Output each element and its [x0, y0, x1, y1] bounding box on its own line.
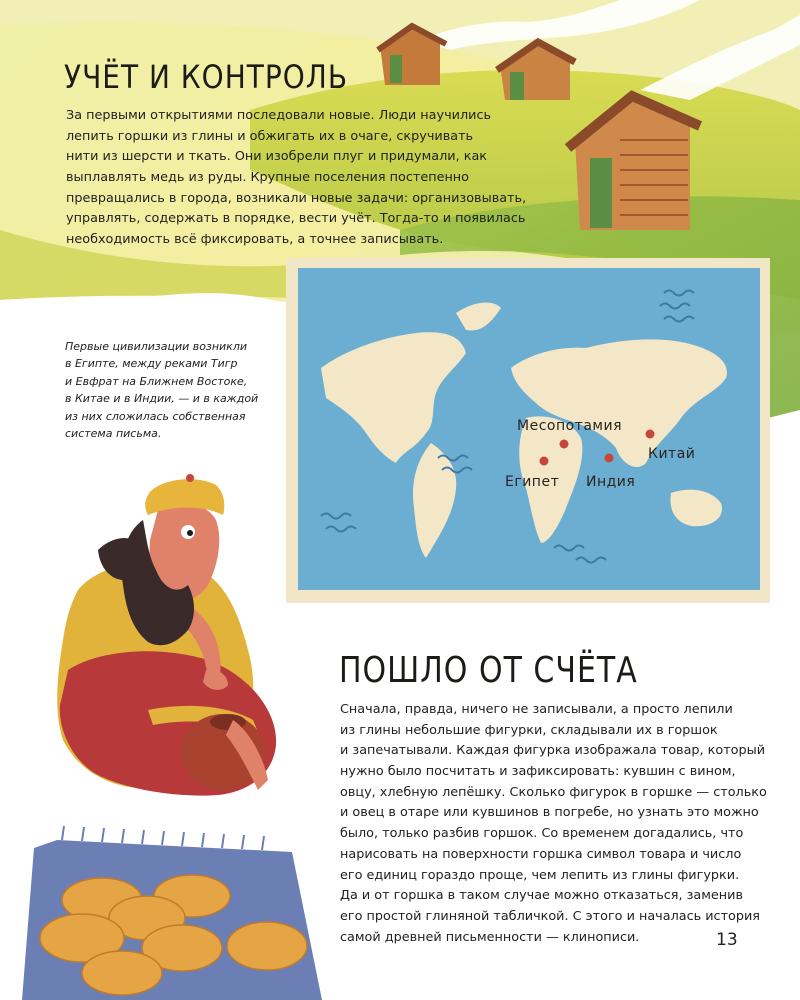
map-label-india: Индия	[586, 474, 636, 490]
text-line: необходимость всё фиксировать, а точнее записывать.	[66, 232, 444, 248]
map-label-mesopotamia: Месопотамия	[517, 418, 622, 434]
caption-line: Первые цивилизации возникли	[65, 340, 247, 353]
paragraph-counting	[340, 700, 767, 948]
text-line: нити из шерсти и ткать. Они изобрели плуг и придумали, как	[66, 149, 488, 165]
map-label-egypt: Египет	[505, 474, 560, 490]
text-line: Сначала, правда, ничего не записывали, а просто лепили	[340, 702, 733, 717]
text-line: лепить горшки из глины и обжигать их в очаге, скручивать	[66, 128, 474, 144]
text-line: превращались в города, возникали новые задачи: организовывать,	[66, 190, 527, 206]
text-line: его простой глиняной табличкой. С этого и началась история	[340, 908, 761, 924]
china-dot	[646, 430, 655, 439]
text-line: самой древней письменности — клинописи.	[340, 929, 640, 945]
text-line: было, только разбив горшок. Со временем догадались, что	[340, 826, 744, 842]
mesopotamia-dot	[560, 440, 569, 449]
rug-with-flatbreads	[22, 818, 322, 1000]
text-line: нарисовать на поверхности горшка символ товара и число	[340, 846, 742, 862]
page-number: 13	[716, 930, 738, 950]
text-line: его единиц гораздо проще, чем лепить из глины фигурки.	[340, 867, 740, 883]
text-line: и запечатывали. Каждая фигурка изображала товар, который	[340, 743, 766, 759]
text-line: нужно было посчитать и зафиксировать: кувшин с вином,	[340, 764, 736, 780]
caption-line: в Египте, между реками Тигр	[65, 357, 238, 371]
india-dot	[605, 454, 614, 463]
text-line: овцу, хлебную лепёшку. Сколько фигурок в горшке — столько	[340, 784, 767, 800]
paragraph-accounting	[66, 106, 526, 251]
caption-line: из них сложилась собственная	[65, 409, 246, 423]
text-line: и овец в отаре или кувшинов в погребе, но узнать это можно	[340, 805, 759, 821]
text-line: Да и от горшка в таком случае можно отказаться, заменив	[340, 888, 744, 904]
text-line: управлять, содержать в порядке, вести учёт. Тогда-то и появилась	[66, 211, 526, 227]
caption-line: в Китае и в Индии, — и в каждой	[65, 392, 259, 406]
caption-line: система письма.	[65, 426, 162, 440]
sumerian-man-illustration	[38, 470, 298, 820]
caption-line: и Евфрат на Ближнем Востоке,	[65, 374, 248, 388]
text-line: из глины небольшие фигурки, складывали их в горшок	[340, 722, 718, 738]
text-line: выплавлять медь из руды. Крупные поселения постепенно	[66, 170, 470, 186]
text-line: За первыми открытиями последовали новые. Люди научились	[66, 108, 492, 123]
map-caption	[65, 338, 258, 442]
section-title-accounting: УЧЁТ И КОНТРОЛЬ	[64, 58, 349, 96]
map-label-china: Китай	[648, 446, 696, 462]
section-title-counting: ПОШЛО ОТ СЧЁТА	[339, 650, 638, 692]
egypt-dot	[540, 457, 549, 466]
